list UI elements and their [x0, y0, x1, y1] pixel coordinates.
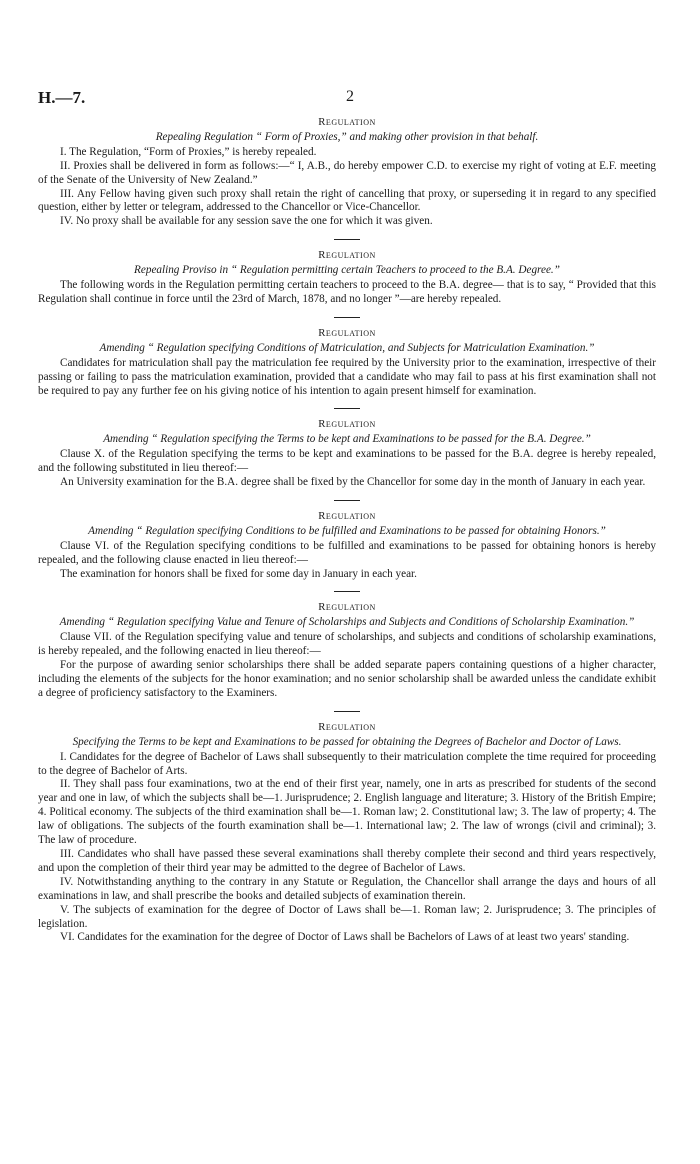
paragraph: IV. No proxy shall be available for any session save the one for which it was given. — [60, 215, 433, 228]
parliamentary-paper-code: H.—7. — [38, 88, 86, 107]
regulation-heading: Regulation — [318, 601, 376, 614]
paragraph: An University examination for the B.A. degree shall be fixed by the Chancellor for some day in the month of January in each year. — [60, 476, 646, 489]
paragraph: III. Any Fellow having given such proxy shall retain the right of cancelling that proxy, or superseding it in regard to any specified question, either by letter or telegram, addressed to the Chancellor or Vice-Chancellor. — [38, 187, 656, 214]
regulation-heading: Regulation — [318, 720, 376, 733]
paragraph: II. They shall pass four examinations, two at the end of their first year, namely, one in arts as prescribed for students of the second year and one in law, of which the subjects shall be—1. Jurisprudence; 2. English language and literature; 3. History of the British Empire; 4. Political economy. The subjects of the third examination shall be—1. Roman law; 2. Constitutional law; 3. The law of property; 4. The law of obligations. The subjects of the fourth examination shall be—1. International law; 2. The law of wrongs (civil and criminal); 3. The law of procedure. — [38, 778, 656, 847]
paragraph: Clause VII. of the Regulation specifying value and tenure of scholarships, and subjects and conditions of scholarship examinations, is hereby repealed, and the following enacted in lieu thereof:— — [38, 631, 656, 658]
regulation-heading: Regulation — [318, 418, 376, 431]
document-body — [38, 116, 656, 945]
regulation-heading: Regulation — [318, 249, 376, 262]
paragraph: Clause X. of the Regulation specifying the terms to be kept and examinations to be passed for the B.A. degree is hereby repealed, and the following substituted in lieu thereof:— — [38, 448, 656, 475]
page-number: 2 — [346, 88, 354, 105]
regulation-title: Repealing Proviso in “ Regulation permitting certain Teachers to proceed to the B.A. Degree.” — [134, 264, 560, 277]
paragraph: Candidates for matriculation shall pay the matriculation fee required by the University prior to the examination, irrespective of their passing or failing to pass the matriculation examination, provided that a candidate who may fail to pass at his first examination shall not be required to pay any further fee on his giving notice of his intention to again present himself for examination. — [38, 356, 656, 397]
regulation-heading: Regulation — [318, 509, 376, 522]
section-divider — [334, 408, 360, 409]
paragraph: The examination for honors shall be fixed for some day in January in each year. — [60, 567, 417, 580]
regulation-heading: Regulation — [318, 326, 376, 339]
regulation-section — [38, 418, 656, 490]
regulation-title: Repealing Regulation “ Form of Proxies,” and making other provision in that behalf. — [155, 130, 539, 143]
section-divider — [334, 591, 360, 592]
paragraph: Clause VI. of the Regulation specifying conditions to be fulfilled and examinations to be passed for obtaining honors is hereby repealed, and the following clause enacted in lieu thereof:— — [38, 539, 656, 566]
paragraph: VI. Candidates for the examination for the degree of Doctor of Laws shall be Bachelors of Laws of at least two years' standing. — [60, 931, 630, 944]
paragraph: V. The subjects of examination for the degree of Doctor of Laws shall be—1. Roman law; 2. Jurisprudence; 3. The principles of legislation. — [38, 903, 656, 930]
regulation-section — [38, 510, 656, 582]
regulation-section — [38, 249, 656, 307]
paragraph: IV. Notwithstanding anything to the contrary in any Statute or Regulation, the Chancellor shall arrange the days and hours of all examinations in law, and shall prescribe the books and detailed subjects of examination therein. — [38, 875, 656, 902]
regulation-title: Amending “ Regulation specifying Conditions to be fulfilled and Examinations to be passed for obtaining Honors.” — [88, 524, 606, 537]
section-divider — [334, 317, 360, 318]
section-divider — [334, 711, 360, 712]
paragraph: II. Proxies shall be delivered in form as follows:—“ I, A.B., do hereby empower C.D. to exercise my right of voting at E.F. meeting of the Senate of the University of New Zealand.” — [38, 159, 656, 186]
regulation-section — [38, 601, 656, 700]
regulation-section — [38, 721, 656, 946]
paragraph: III. Candidates who shall have passed these several examinations shall thereby complete their second and third years respectively, and upon the completion of their third year may be admitted to the degree of Bachelor of Laws. — [38, 847, 656, 874]
section-divider — [334, 500, 360, 501]
regulation-title: Amending “ Regulation specifying Value and Tenure of Scholarships and Subjects and Conditions of Scholarship Examination.” — [59, 616, 635, 629]
section-divider — [334, 239, 360, 240]
regulation-title: Specifying the Terms to be kept and Examinations to be passed for obtaining the Degrees of Bachelor and Doctor of Laws. — [72, 735, 622, 748]
regulation-title: Amending “ Regulation specifying the Terms to be kept and Examinations to be passed for the B.A. Degree.” — [103, 433, 591, 446]
regulation-heading: Regulation — [318, 116, 376, 128]
regulation-section — [38, 116, 656, 229]
paragraph: I. Candidates for the degree of Bachelor of Laws shall subsequently to their matriculation complete the time required for proceeding to the degree of Bachelor of Arts. — [38, 750, 656, 777]
paragraph: I. The Regulation, “Form of Proxies,” is hereby repealed. — [60, 145, 317, 158]
paragraph: For the purpose of awarding senior scholarships there shall be added separate papers containing questions of a higher character, including the elements of the subjects for the honor examination; and no senior scholarship shall be awarded unless the candidate exhibit a degree of proficiency satisfactory to the Examiners. — [38, 659, 656, 699]
regulation-section — [38, 327, 656, 399]
regulation-title: Amending “ Regulation specifying Conditions of Matriculation, and Subjects for Matriculation Examination.” — [99, 341, 595, 354]
paragraph: The following words in the Regulation permitting certain teachers to proceed to the B.A. degree— that is to say, “ Provided that this Regulation shall continue in force until the 23rd of March, 1878, and no longer ”—are hereby repealed. — [38, 279, 656, 305]
